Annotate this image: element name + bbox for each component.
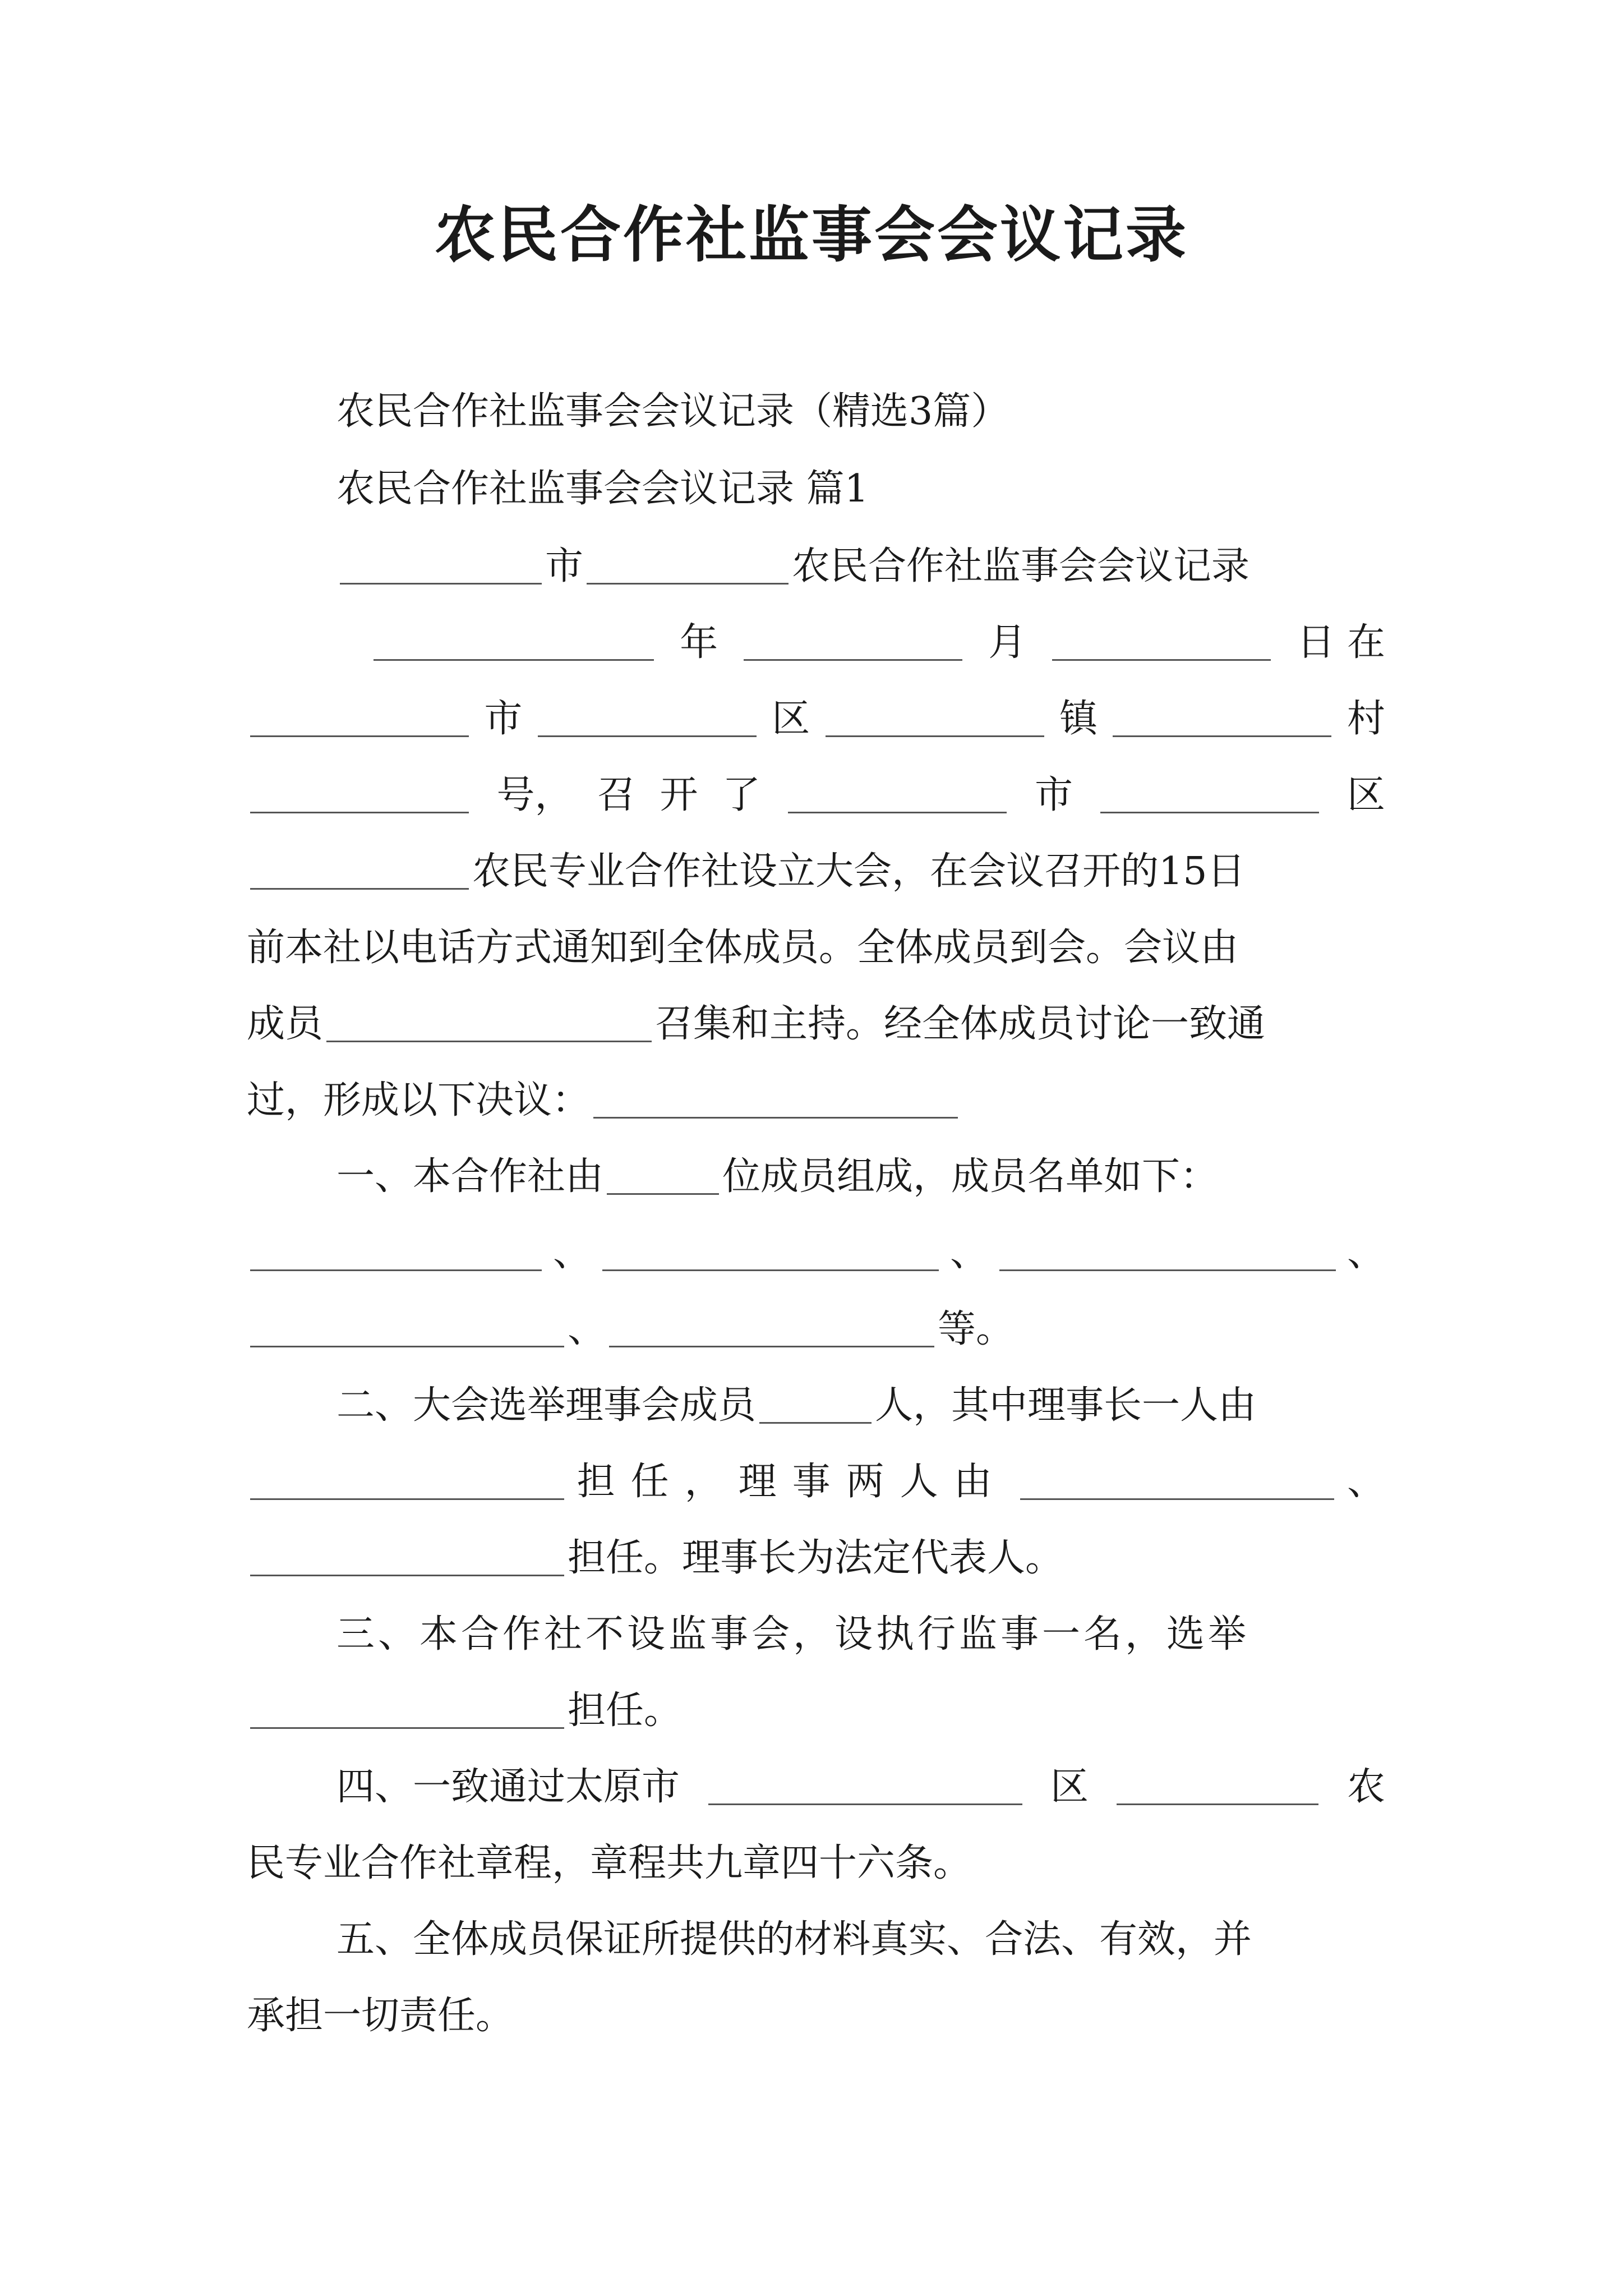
- paragraph-line: 四、一致通过太原市 区 农: [336, 1765, 1385, 1809]
- fill-blank: [587, 578, 789, 585]
- paragraph-line: 三、本合作社不设监事会，设执行监事一名，选举: [336, 1612, 1250, 1657]
- fill-blank: [999, 1265, 1336, 1271]
- paragraph-line: 、 等。: [247, 1304, 1385, 1355]
- document-title: 农民合作社监事会会议记录: [434, 200, 1188, 270]
- fill-blank: [609, 1341, 934, 1347]
- fill-blank: [250, 1341, 564, 1347]
- paragraph-line: 号， 召 开 了 市 区: [247, 770, 1385, 821]
- fill-blank: [1113, 731, 1331, 737]
- fill-blank: [602, 1265, 939, 1271]
- fill-blank: [744, 655, 962, 661]
- fill-blank: [1100, 807, 1319, 813]
- fill-blank: [326, 1036, 652, 1042]
- fill-blank: [708, 1799, 1022, 1805]
- paragraph-line: 年 月 日 在: [370, 617, 1385, 669]
- paragraph-line: 过，形成以下决议：: [247, 1075, 1385, 1126]
- fill-blank: [374, 655, 654, 661]
- paragraph-line: 担任，理事两人由 、: [247, 1456, 1385, 1508]
- paragraph-line: 前本社以电话方式通知到全体成员。全体成员到会。会议由: [247, 926, 1239, 970]
- paragraph-line: 成员 召集和主持。经全体成员讨论一致通: [247, 1002, 1266, 1046]
- paragraph-line: 农民专业合作社设立大会，在会议召开的15日: [247, 846, 1385, 898]
- fill-blank: [788, 807, 1007, 813]
- fill-blank: [593, 1112, 958, 1119]
- fill-blank: [1052, 655, 1271, 661]
- fill-blank: [1020, 1494, 1334, 1500]
- paragraph-line: 二、大会选举理事会成员 人，其中理事长一人由: [336, 1383, 1257, 1428]
- paragraph-line: 承担一切责任。: [247, 1994, 514, 2038]
- paragraph-line: 担任。: [247, 1685, 1385, 1737]
- fill-blank: [759, 1418, 872, 1424]
- fill-blank: [250, 1494, 564, 1500]
- fill-blank: [250, 1570, 564, 1576]
- paragraph-line: 、 、 、: [247, 1227, 1385, 1279]
- fill-blank: [250, 1265, 542, 1271]
- subtitle: 农民合作社监事会会议记录（精选3篇）: [336, 389, 1009, 434]
- paragraph-line: 一、本合作社由 位成员组成，成员名单如下：: [336, 1154, 1219, 1199]
- fill-blank: [607, 1189, 719, 1195]
- paragraph-line: 五、全体成员保证所提供的材料真实、合法、有效，并: [336, 1917, 1252, 1962]
- paragraph-line: 担任。理事长为法定代表人。: [247, 1533, 1385, 1584]
- paragraph-line: 市 区 镇 村: [247, 693, 1385, 745]
- fill-blank: [826, 731, 1044, 737]
- fill-blank: [250, 731, 469, 737]
- section-heading: 农民合作社监事会会议记录 篇1: [336, 467, 869, 511]
- fill-blank: [250, 807, 469, 813]
- fill-blank: [1117, 1799, 1318, 1805]
- fill-blank: [250, 884, 469, 890]
- paragraph-line: 市 农民合作社监事会会议记录: [336, 541, 1475, 592]
- fill-blank: [538, 731, 757, 737]
- paragraph-line: 民专业合作社章程，章程共九章四十六条。: [247, 1841, 972, 1885]
- fill-blank: [250, 1723, 564, 1729]
- fill-blank: [340, 578, 542, 585]
